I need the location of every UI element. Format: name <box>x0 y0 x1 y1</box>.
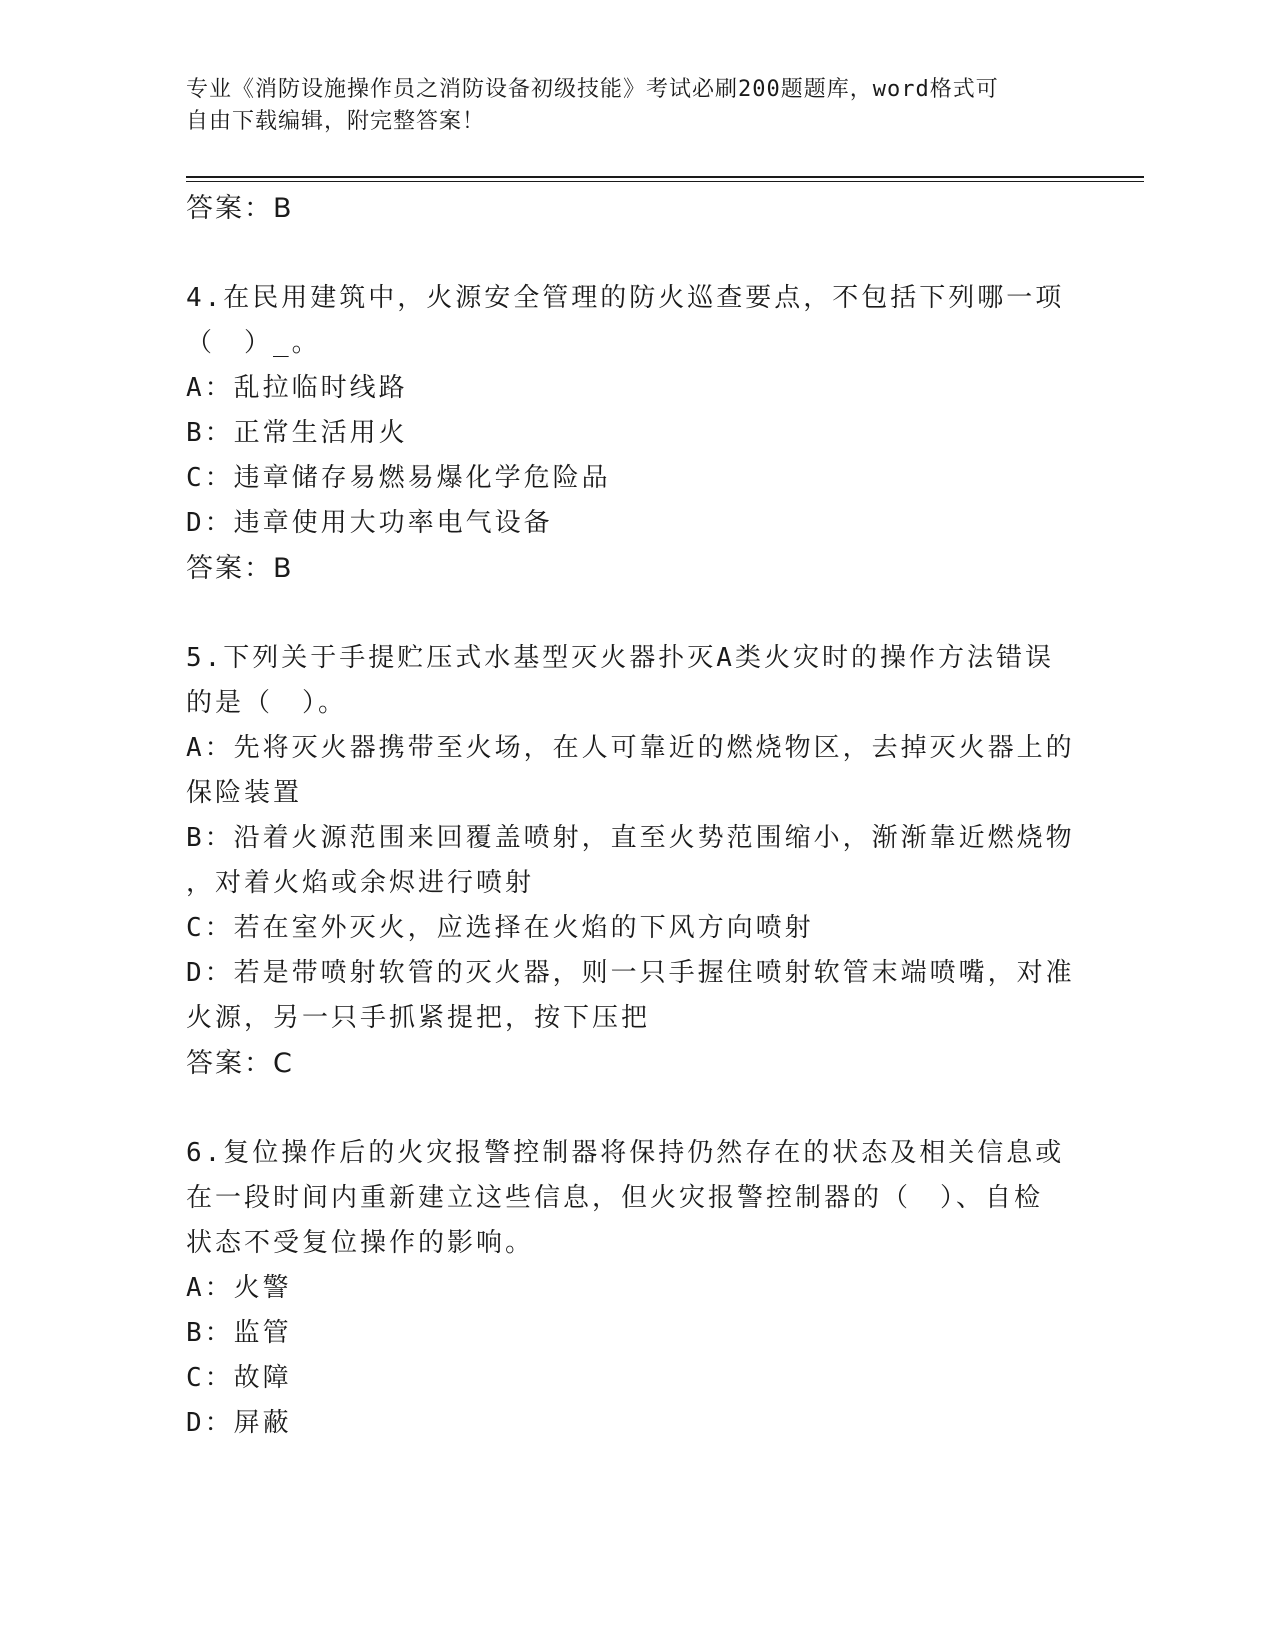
question-list <box>186 186 1086 1446</box>
answer: 答案：C <box>186 1048 294 1079</box>
question-stem: 5.下列关于手提贮压式水基型灭火器扑灭A类火灾时的操作方法错误 <box>186 643 1054 673</box>
question-stem: 的是（ ）。 <box>186 688 348 718</box>
option-d-cont: 火源，另一只手抓紧提把，按下压把 <box>186 1003 651 1033</box>
previous-answer: 答案：B <box>186 193 294 224</box>
option-a: A：乱拉临时线路 <box>186 373 408 403</box>
question-stem: 6.复位操作后的火灾报警控制器将保持仍然存在的状态及相关信息或 <box>186 1138 1065 1168</box>
question-stem: 4.在民用建筑中，火源安全管理的防火巡查要点，不包括下列哪一项 <box>186 283 1065 313</box>
question-6 <box>186 1131 1086 1446</box>
document-header <box>186 74 1066 138</box>
option-a: A：先将灭火器携带至火场，在人可靠近的燃烧物区，去掉灭火器上的 <box>186 733 1075 763</box>
spacer <box>186 231 1086 276</box>
question-stem: 状态不受复位操作的影响。 <box>186 1228 535 1258</box>
option-b: B：沿着火源范围来回覆盖喷射，直至火势范围缩小，渐渐靠近燃烧物 <box>186 823 1075 853</box>
option-c: C：违章储存易燃易爆化学危险品 <box>186 463 611 493</box>
option-b: B：监管 <box>186 1318 292 1348</box>
header-line-2: 自由下载编辑，附完整答案！ <box>186 109 486 134</box>
option-d: D：屏蔽 <box>186 1408 292 1438</box>
question-4 <box>186 276 1086 591</box>
option-a-cont: 保险装置 <box>186 778 303 808</box>
option-d: D：若是带喷射软管的灭火器，则一只手握住喷射软管末端喷嘴，对准 <box>186 958 1075 988</box>
question-stem: 在一段时间内重新建立这些信息，但火灾报警控制器的（ ）、自检 <box>186 1183 1044 1213</box>
option-a: A：火警 <box>186 1273 292 1303</box>
option-b-cont: ，对着火焰或余烬进行喷射 <box>186 868 535 898</box>
question-stem: （ ）_。 <box>186 328 321 358</box>
answer: 答案：B <box>186 553 294 584</box>
option-c: C：故障 <box>186 1363 292 1393</box>
option-b: B：正常生活用火 <box>186 418 408 448</box>
header-line-1: 专业《消防设施操作员之消防设备初级技能》考试必刷200题题库，word格式可 <box>186 77 999 102</box>
question-5 <box>186 636 1086 1086</box>
spacer <box>186 1086 1086 1131</box>
option-c: C：若在室外灭火，应选择在火焰的下风方向喷射 <box>186 913 814 943</box>
option-d: D：违章使用大功率电气设备 <box>186 508 553 538</box>
header-rule-thin <box>186 181 1144 182</box>
spacer <box>186 591 1086 636</box>
header-rule-thick <box>186 176 1144 178</box>
